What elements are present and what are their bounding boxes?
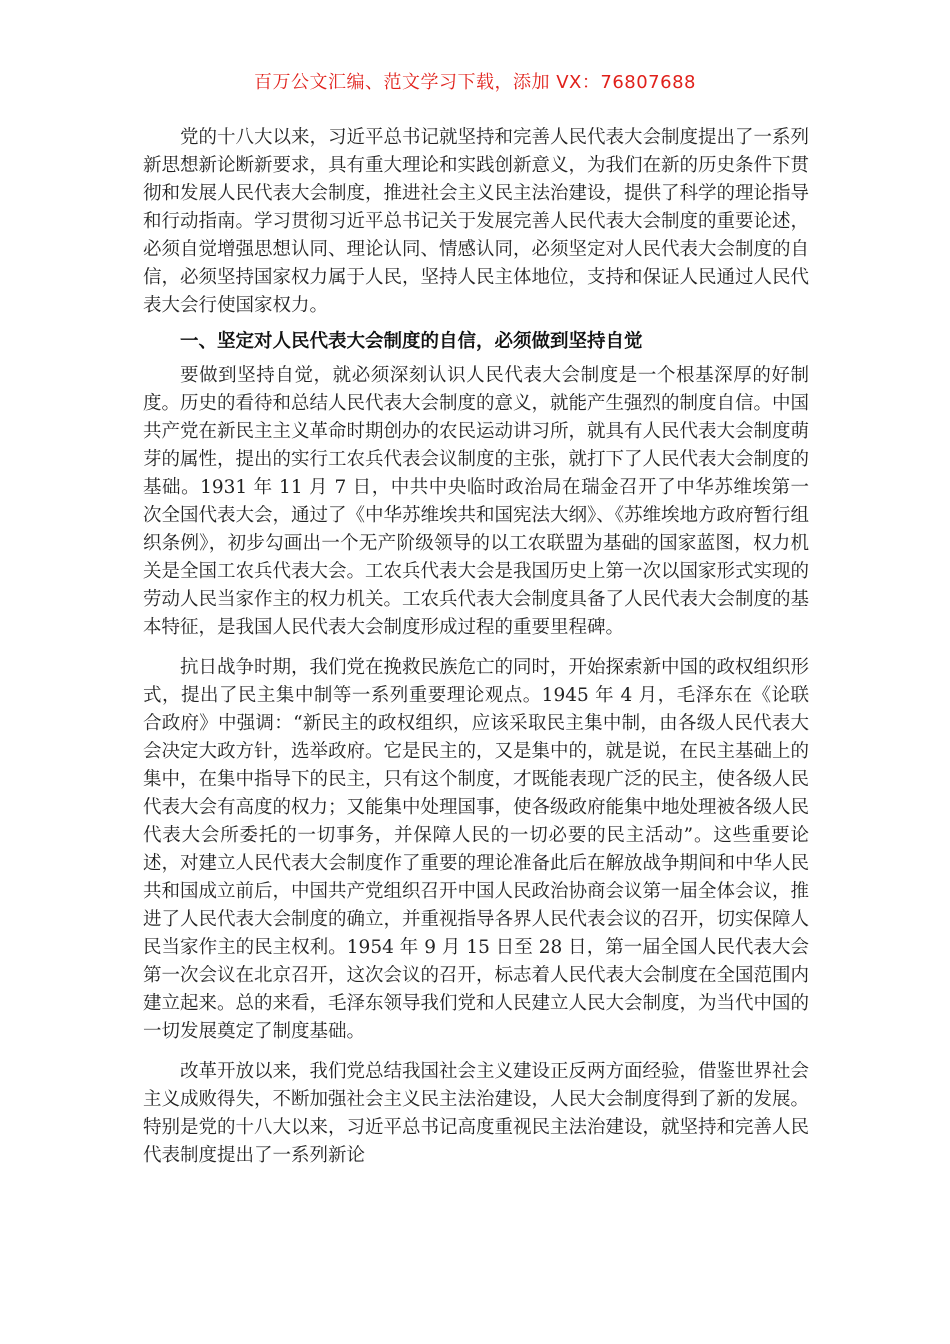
paragraph-gap [143,1046,809,1058]
section1-paragraph-3: 改革开放以来，我们党总结我国社会主义建设正反两方面经验，借鉴世界社会主义成败得失，不断加强社会主义民主法治建设，人民大会制度得到了新的发展。特别是党的十八大以来，习近平总书记高度重视民主法治建设，就坚持和完善人民代表制度提出了一系列新论 [143,1061,810,1166]
intro-paragraph: 党的十八大以来，习近平总书记就坚持和完善人民代表大会制度提出了一系列新思想新论断新要求，具有重大理论和实践创新意义，为我们在新的历史条件下贯彻和发展人民代表大会制度，推进社会主义民主法治建设，提供了科学的理论指导和行动指南。学习贯彻习近平总书记关于发展完善人民代表大会制度的重要论述，必须自觉增强思想认同、理论认同、情感认同，必须坚定对人民代表大会制度的自信，必须坚持国家权力属于人民，坚持人民主体地位，支持和保证人民通过人民代表大会行使国家权力。 [143,127,810,316]
document-body [143,124,809,1170]
section1-paragraph-1: 要做到坚持自觉，就必须深刻认识人民代表大会制度是一个根基深厚的好制度。历史的看待和总结人民代表大会制度的意义，就能产生强烈的制度自信。中国共产党在新民主主义革命时期创办的农民运动讲习所，就具有人民代表大会制度萌芽的属性，提出的实行工农兵代表会议制度的主张，就打下了人民代表大会制度的基础。1931 年 11 月 7 日，中共中央临时政治局在瑞金召开了中华苏维埃第一次全国代表大会，通过了《中华苏维埃共和国宪法大纲》、《苏维埃地方政府暂行组织条例》，初步勾画出一个无产阶级领导的以工农联盟为基础的国家蓝图，权力机关是全国工农兵代表大会。工农兵代表大会是我国历史上第一次以国家形式实现的劳动人民当家作主的权力机关。工农兵代表大会制度具备了人民代表大会制度的基本特征，是我国人民代表大会制度形成过程的重要里程碑。 [143,365,810,638]
watermark-header: 百万公文汇编、范文学习下载，添加 VX：76807688 [254,72,696,93]
section-heading-1: 一、坚定对人民代表大会制度的自信，必须做到坚持自觉 [180,331,643,352]
paragraph-gap [143,642,809,654]
section1-paragraph-2: 抗日战争时期，我们党在挽救民族危亡的同时，开始探索新中国的政权组织形式，提出了民主集中制等一系列重要理论观点。1945 年 4 月，毛泽东在《论联合政府》中强调：“新民主的政权组织，应该采取民主集中制，由各级人民代表大会决定大政方针，选举政府。它是民主的，又是集中的，就是说，在民主基础上的集中，在集中指导下的民主，只有这个制度，才既能表现广泛的民主，使各级人民代表大会有高度的权力；又能集中处理国事，使各级政府能集中地处理被各级人民代表大会所委托的一切事务，并保障人民的一切必要的民主活动”。这些重要论述，对建立人民代表大会制度作了重要的理论准备此后在解放战争期间和中华人民共和国成立前后，中国共产党组织召开中国人民政治协商会议第一届全体会议，推进了人民代表大会制度的确立，并重视指导各界人民代表会议的召开，切实保障人民当家作主的民主权利。1954 年 9 月 15 日至 28 日，第一届全国人民代表大会第一次会议在北京召开，这次会议的召开，标志着人民代表大会制度在全国范围内建立起来。总的来看，毛泽东领导我们党和人民建立人民大会制度，为当代中国的一切发展奠定了制度基础。 [143,657,810,1042]
